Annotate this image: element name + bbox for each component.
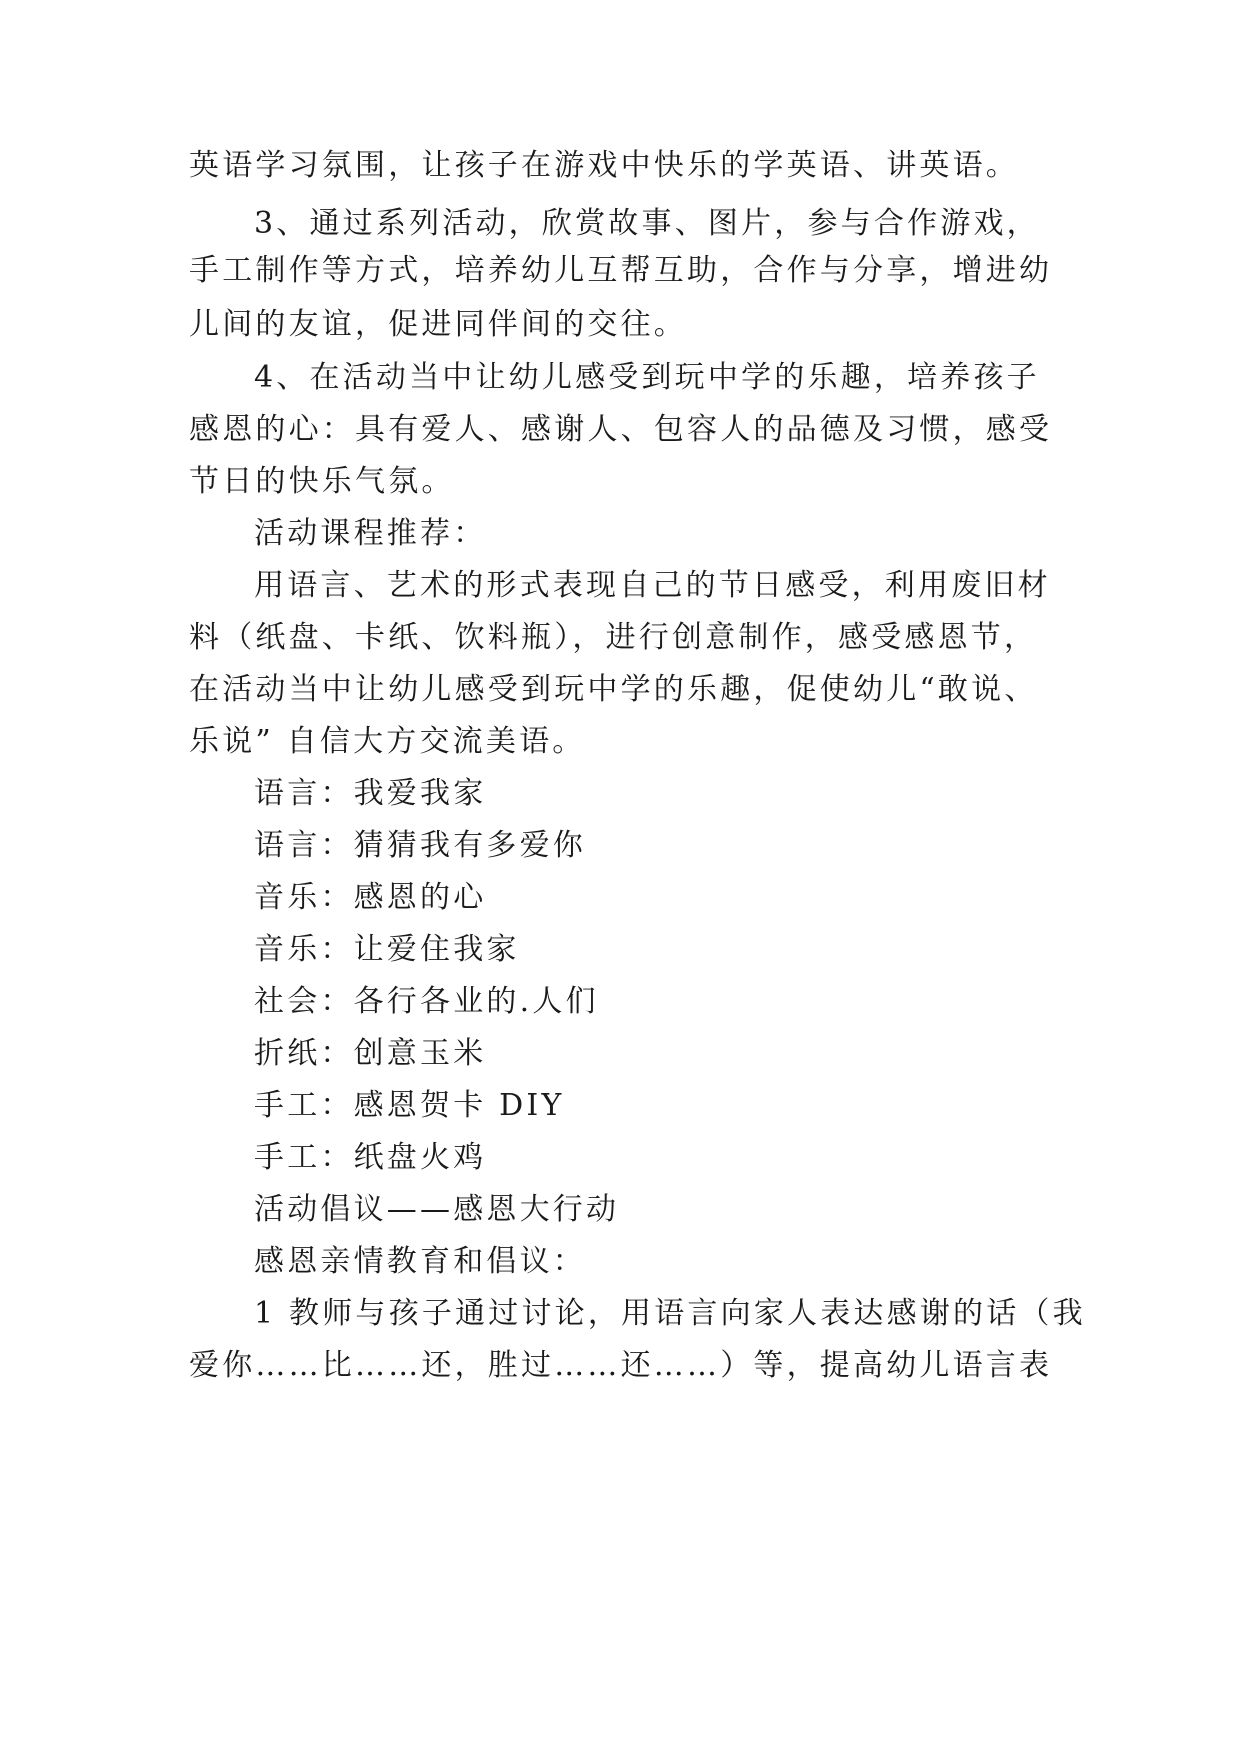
paragraph-line: 节日的快乐气氛。 bbox=[189, 464, 455, 499]
list-item: 语言：我爱我家 bbox=[254, 776, 487, 811]
paragraph-line: 3、通过系列活动，欣赏故事、图片，参与合作游戏， bbox=[254, 206, 1040, 241]
paragraph-line: 儿间的友谊，促进同伴间的交往。 bbox=[189, 307, 687, 342]
list-item: 音乐：让爱住我家 bbox=[254, 932, 520, 967]
paragraph-line: 手工制作等方式，培养幼儿互帮互助，合作与分享，增进幼 bbox=[189, 253, 1053, 288]
list-item: 手工：纸盘火鸡 bbox=[254, 1140, 487, 1175]
paragraph-line: 感恩的心：具有爱人、感谢人、包容人的品德及习惯，感受 bbox=[189, 412, 1053, 447]
list-item: 语言：猜猜我有多爱你 bbox=[254, 828, 586, 863]
paragraph-line: 用语言、艺术的形式表现自己的节日感受，利用废旧材 bbox=[254, 568, 1051, 603]
section-heading: 感恩亲情教育和倡议： bbox=[254, 1244, 586, 1279]
paragraph-line: 料（纸盘、卡纸、饮料瓶），进行创意制作，感受感恩节， bbox=[189, 620, 1038, 655]
paragraph-line: 1 教师与孩子通过讨论，用语言向家人表达感谢的话（我 bbox=[254, 1296, 1086, 1331]
paragraph-line: 活动课程推荐： bbox=[254, 516, 487, 551]
paragraph-line: 英语学习氛围，让孩子在游戏中快乐的学英语、讲英语。 bbox=[189, 148, 1019, 183]
list-item: 折纸：创意玉米 bbox=[254, 1036, 487, 1071]
section-heading: 活动倡议——感恩大行动 bbox=[254, 1192, 620, 1227]
paragraph-line: 爱你……比……还，胜过……还……）等，提高幼儿语言表 bbox=[189, 1348, 1053, 1383]
paragraph-line: 乐说” 自信大方交流美语。 bbox=[189, 724, 586, 759]
paragraph-line: 在活动当中让幼儿感受到玩中学的乐趣，促使幼儿“敢说、 bbox=[189, 672, 1038, 707]
list-item: 社会：各行各业的.人们 bbox=[254, 984, 599, 1019]
paragraph-line: 4、在活动当中让幼儿感受到玩中学的乐趣，培养孩子 bbox=[254, 360, 1040, 395]
list-item: 音乐：感恩的心 bbox=[254, 880, 487, 915]
list-item: 手工：感恩贺卡 DIY bbox=[254, 1088, 565, 1123]
